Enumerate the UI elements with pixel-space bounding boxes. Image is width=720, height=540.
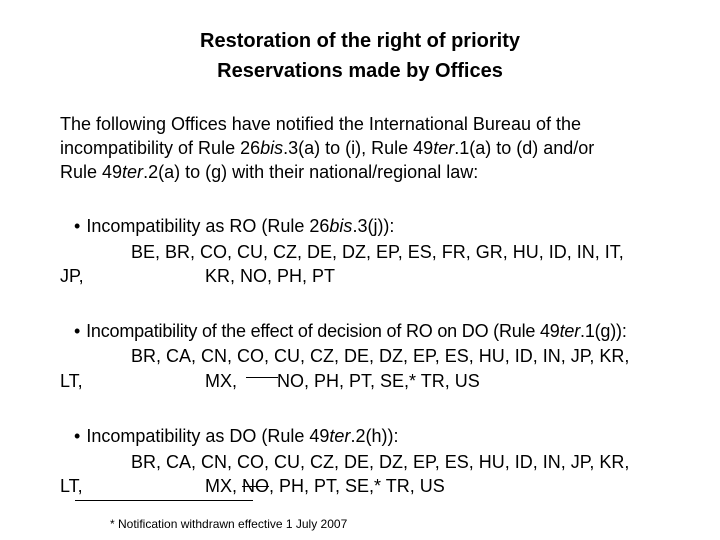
office-code: MX, xyxy=(205,371,238,391)
heading-text: Incompatibility as DO (Rule 49 xyxy=(86,426,330,446)
page-title-line-2: Reservations made by Offices xyxy=(217,60,503,82)
intro-italic: ter xyxy=(433,138,455,158)
heading-text: .3(j)): xyxy=(352,216,395,236)
section-2-office-list-line-1: BR, CA, CN, CO, CU, CZ, DE, DZ, EP, ES, HU, ID, IN, JP, KR, xyxy=(131,346,630,366)
page-title-line-1: Restoration of the right of priority xyxy=(200,30,520,52)
intro-line-1: The following Offices have notified the International Bureau of the xyxy=(60,114,581,134)
section-2-office-list-line-2-left: LT, xyxy=(60,371,83,391)
intro-line-2 xyxy=(60,136,700,160)
intro-text: incompatibility of Rule 26 xyxy=(60,138,261,158)
bullet-icon: • xyxy=(74,321,81,341)
heading-italic: ter xyxy=(559,321,581,341)
heading-italic: bis xyxy=(329,216,353,236)
section-1-office-list-line-2-left: JP, xyxy=(60,266,84,286)
bullet-icon: • xyxy=(74,426,81,446)
section-3-office-list-line-1: BR, CA, CN, CO, CU, CZ, DE, DZ, EP, ES, HU, ID, IN, JP, KR, xyxy=(131,452,630,472)
footnote: * Notification withdrawn effective 1 July 2007 xyxy=(110,517,348,531)
section-3-heading xyxy=(74,426,398,447)
heading-italic: ter xyxy=(329,426,351,446)
section-2-office-list-line-2-right xyxy=(205,371,480,392)
intro-text: .3(a) to (i), Rule 49 xyxy=(283,138,434,158)
struck-office-code: NO xyxy=(242,476,270,496)
section-3-office-list-line-2-right xyxy=(205,476,445,497)
heading-text: Incompatibility as RO (Rule 26 xyxy=(86,216,330,236)
section-3-office-list-line-2-left: LT, xyxy=(60,476,83,496)
intro-text: .1(a) to (d) and/or xyxy=(454,138,595,158)
intro-text: Rule 49 xyxy=(60,162,123,182)
intro-italic: ter xyxy=(122,162,144,182)
heading-text: .1(g)): xyxy=(580,321,627,341)
office-codes: , PH, PT, SE,* TR, US xyxy=(269,476,445,496)
heading-text: .2(h)): xyxy=(350,426,399,446)
footnote-rule xyxy=(75,500,253,501)
section-1-heading xyxy=(74,216,394,237)
intro-paragraph xyxy=(60,112,700,184)
section-1-office-list-line-1: BE, BR, CO, CU, CZ, DE, DZ, EP, ES, FR, GR, HU, ID, IN, IT, xyxy=(131,242,624,262)
intro-line-3 xyxy=(60,160,700,184)
office-codes: NO, PH, PT, SE,* TR, US xyxy=(277,371,480,391)
section-1-office-list-line-2-right: KR, NO, PH, PT xyxy=(205,266,336,286)
section-2-heading xyxy=(74,321,627,342)
heading-text: Incompatibility of the effect of decision of RO on DO (Rule 49 xyxy=(86,321,560,341)
intro-text: .2(a) to (g) with their national/regional law: xyxy=(143,162,479,182)
intro-italic: bis xyxy=(260,138,284,158)
dash-rule xyxy=(246,377,278,378)
bullet-icon: • xyxy=(74,216,81,236)
office-code: MX, xyxy=(205,476,238,496)
